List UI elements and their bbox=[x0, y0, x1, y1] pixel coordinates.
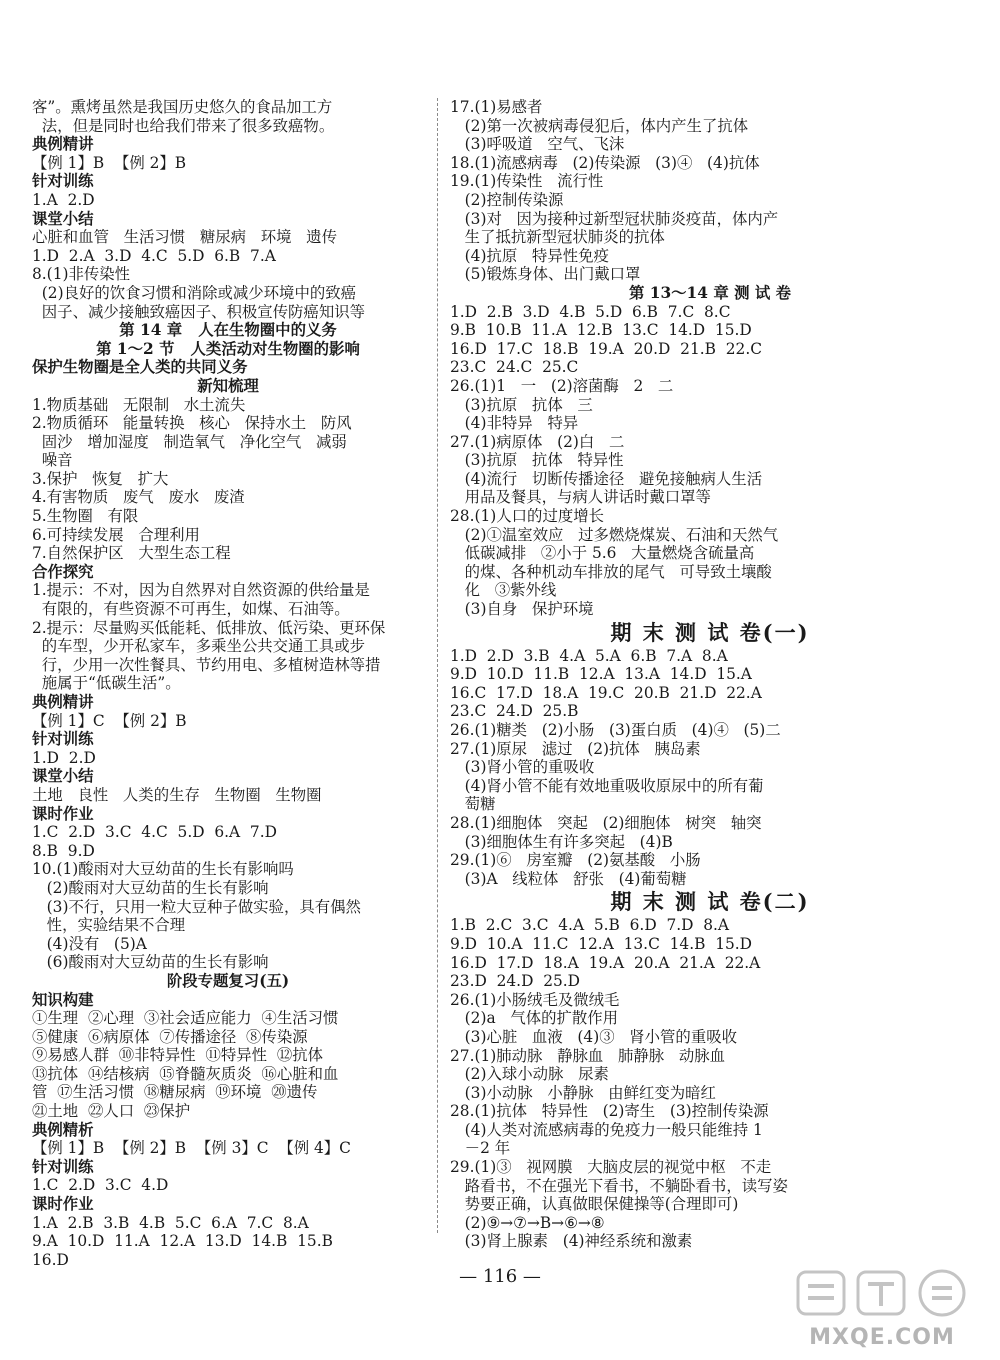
right-answer-line-32: 16.C 17.D 18.A 19.C 20.B 21.D 22.A bbox=[450, 683, 762, 702]
left-column bbox=[32, 98, 424, 1269]
left-answer-line-47: (6)酸雨对大豆幼苗的生长有影响 bbox=[32, 953, 269, 972]
right-answer-line-5: 19.(1)传染性 流行性 bbox=[450, 172, 604, 191]
left-section-heading-39: 课时作业 bbox=[32, 804, 94, 823]
right-answer-line-60: (2)⑨→⑦→B→⑥→⑧ bbox=[450, 1213, 605, 1232]
left-answer-line-43: (2)酸雨对大豆幼苗的生长有影响 bbox=[32, 878, 269, 897]
left-answer-line-19: 固沙 增加湿度 制造氧气 净化空气 减弱 bbox=[32, 432, 347, 451]
right-section-heading-11: 第 13～14 章 测 试 卷 bbox=[629, 283, 791, 302]
left-answer-line-18: 2.物质循环 能量转换 核心 保持水土 防风 bbox=[32, 414, 352, 433]
right-answer-line-20: (3)抗原 抗体 特异性 bbox=[450, 451, 624, 470]
left-answer-line-40: 1.C 2.D 3.C 4.C 5.D 6.A 7.D bbox=[32, 823, 277, 842]
left-section-heading-13: 第 14 章 人在生物圈中的义务 bbox=[119, 321, 337, 340]
right-answer-line-25: 低碳减排 ②小于 5.6 大量燃烧含硫量高 bbox=[450, 544, 755, 563]
right-answer-line-56: －2 年 bbox=[450, 1139, 511, 1158]
right-answer-line-33: 23.C 24.D 25.B bbox=[450, 702, 579, 721]
left-answer-line-44: (3)不行，只用一粒大豆种子做实验，具有偶然 bbox=[32, 897, 361, 916]
right-answer-line-13: 9.B 10.B 11.A 12.B 13.C 14.D 15.D bbox=[450, 321, 752, 340]
left-section-heading-48: 阶段专题复习(五) bbox=[166, 971, 290, 990]
right-answer-line-38: 萄糖 bbox=[450, 795, 496, 814]
left-answer-line-45: 性，实验结果不合理 bbox=[32, 916, 186, 935]
right-answer-line-21: (4)流行 切断传播途径 避免接触病人生活 bbox=[450, 469, 763, 488]
left-section-heading-14: 第 1～2 节 人类活动对生物圈的影响 bbox=[96, 339, 360, 358]
right-answer-line-45: 9.D 10.A 11.C 12.A 13.C 14.B 15.D bbox=[450, 934, 753, 953]
right-answer-line-39: 28.(1)细胞体 突起 (2)细胞体 树突 轴突 bbox=[450, 813, 762, 832]
right-answer-line-48: 26.(1)小肠绒毛及微绒毛 bbox=[450, 990, 620, 1009]
left-answer-line-59: 1.C 2.D 3.C 4.D bbox=[32, 1176, 169, 1195]
left-answer-line-32: 施属于“低碳生活”。 bbox=[32, 674, 181, 693]
left-section-heading-7: 课堂小结 bbox=[32, 209, 94, 228]
right-answer-line-28: (3)自身 保护环境 bbox=[450, 600, 594, 619]
left-answer-line-63: 16.D bbox=[32, 1250, 69, 1269]
right-answer-line-17: (3)抗原 抗体 三 bbox=[450, 395, 593, 414]
right-answer-line-51: 27.(1)肺动脉 静脉血 肺静脉 动脉血 bbox=[450, 1046, 725, 1065]
right-answer-line-46: 16.D 17.D 18.A 19.A 20.A 21.A 22.A bbox=[450, 953, 761, 972]
left-answer-line-9: 1.D 2.A 3.D 4.C 5.D 6.B 7.A bbox=[32, 246, 276, 265]
left-section-heading-15: 保护生物圈是全人类的共同义务 bbox=[32, 358, 248, 377]
right-answer-line-2: (2)第一次被病毒侵犯后，体内产生了抗体 bbox=[450, 116, 749, 135]
right-answer-line-52: (2)入球小动脉 尿素 bbox=[450, 1065, 609, 1084]
right-answer-line-49: (2)a 气体的扩散作用 bbox=[450, 1009, 619, 1028]
left-answer-line-10: 8.(1)非传染性 bbox=[32, 265, 131, 284]
right-answer-line-1: 17.(1)易感者 bbox=[450, 98, 543, 116]
left-section-heading-33: 典例精讲 bbox=[32, 693, 94, 711]
right-answer-line-37: (4)肾小管不能有效地重吸收原尿中的所有葡 bbox=[450, 776, 764, 795]
left-section-heading-49: 知识构建 bbox=[32, 990, 94, 1009]
left-answer-line-23: 5.生物圈 有限 bbox=[32, 507, 139, 526]
left-answer-line-17: 1.物质基础 无限制 水土流失 bbox=[32, 395, 246, 414]
right-exam-title-43: 期 末 测 试 卷(二) bbox=[610, 889, 810, 915]
left-answer-line-31: 行，少用一次性餐具、节约用电、多植树造林等措 bbox=[32, 655, 381, 674]
left-answer-line-53: ⑬抗体 ⑭结核病 ⑮脊髓灰质炎 ⑯心脏和血 bbox=[32, 1064, 339, 1083]
left-answer-line-8: 心脏和血管 生活习惯 糖尿病 环境 遗传 bbox=[32, 228, 337, 247]
left-answer-line-25: 7.自然保护区 大型生态工程 bbox=[32, 544, 231, 563]
right-answer-line-16: 26.(1)1 一 (2)溶菌酶 2 二 bbox=[450, 376, 674, 395]
right-answer-line-4: 18.(1)流感病毒 (2)传染源 (3)④ (4)抗体 bbox=[450, 153, 760, 172]
left-answer-line-41: 8.B 9.D bbox=[32, 841, 95, 860]
right-answer-line-10: (5)锻炼身体、出门戴口罩 bbox=[450, 265, 641, 284]
right-answer-line-53: (3)小动脉 小静脉 由鲜红变为暗红 bbox=[450, 1083, 716, 1102]
left-answer-line-62: 9.A 10.D 11.A 12.A 13.D 14.B 15.B bbox=[32, 1232, 333, 1251]
right-answer-line-40: (3)细胞体生有许多突起 (4)B bbox=[450, 832, 673, 851]
left-answer-line-28: 有限的，有些资源不可再生，如煤、石油等。 bbox=[32, 600, 350, 619]
watermark bbox=[782, 1266, 982, 1350]
right-answer-line-19: 27.(1)病原体 (2)白 二 bbox=[450, 432, 625, 451]
right-answer-line-7: (3)对 因为接种过新型冠状肺炎疫苗，体内产 bbox=[450, 209, 779, 228]
left-section-heading-16: 新知梳理 bbox=[197, 376, 259, 395]
right-column bbox=[450, 98, 970, 1251]
right-answer-line-31: 9.D 10.D 11.B 12.A 13.A 14.D 15.A bbox=[450, 665, 752, 684]
left-answer-line-38: 土地 良性 人类的生存 生物圈 生物圈 bbox=[32, 785, 322, 804]
left-answer-line-20: 噪音 bbox=[32, 451, 73, 470]
left-section-heading-35: 针对训练 bbox=[32, 730, 94, 749]
right-answer-line-3: (3)呼吸道 空气、飞沫 bbox=[450, 135, 625, 154]
right-answer-line-35: 27.(1)原尿 滤过 (2)抗体 胰岛素 bbox=[450, 739, 701, 758]
right-answer-line-55: (4)人类对流感病毒的免疫力一般只能维持 1 bbox=[450, 1120, 763, 1139]
left-answer-line-22: 4.有害物质 废气 废水 废渣 bbox=[32, 488, 245, 507]
right-answer-line-50: (3)心脏 血液 (4)③ 肾小管的重吸收 bbox=[450, 1027, 737, 1046]
left-section-heading-58: 针对训练 bbox=[32, 1157, 94, 1176]
left-answer-line-24: 6.可持续发展 合理利用 bbox=[32, 525, 200, 544]
left-section-heading-56: 典例精析 bbox=[32, 1120, 94, 1139]
left-answer-line-54: 管 ⑰生活习惯 ⑱糖尿病 ⑲环境 ⑳遗传 bbox=[32, 1083, 318, 1102]
right-answer-line-41: 29.(1)⑥ 房室瓣 (2)氨基酸 小肠 bbox=[450, 851, 701, 870]
right-answer-line-9: (4)抗原 特异性免疫 bbox=[450, 246, 609, 265]
right-answer-line-22: 用品及餐具，与病人讲话时戴口罩等 bbox=[450, 488, 711, 507]
right-answer-line-47: 23.D 24.D 25.D bbox=[450, 972, 581, 991]
left-answer-line-4: 【例 1】B 【例 2】B bbox=[32, 153, 187, 172]
right-answer-line-34: 26.(1)糖类 (2)小肠 (3)蛋白质 (4)④ (5)二 bbox=[450, 721, 781, 739]
left-answer-line-57: 【例 1】B 【例 2】B 【例 3】C 【例 4】C bbox=[32, 1139, 351, 1158]
left-answer-line-55: ㉑土地 ㉒人口 ㉓保护 bbox=[32, 1102, 191, 1121]
left-answer-line-2: 法，但是同时也给我们带来了很多致癌物。 bbox=[32, 116, 335, 135]
right-answer-line-58: 路看书，不在强光下看书，不躺卧看书，读写姿 bbox=[450, 1176, 788, 1195]
right-answer-line-6: (2)控制传染源 bbox=[450, 190, 564, 209]
left-answer-line-30: 的车型，少开私家车，多乘坐公共交通工具或步 bbox=[32, 637, 365, 656]
right-answer-line-26: 的煤、各种机动车排放的尾气 可导致土壤酸 bbox=[450, 562, 772, 581]
left-answer-line-12: 因子、减少接触致癌因子、积极宣传防癌知识等 bbox=[32, 302, 365, 321]
page-number: — 116 — bbox=[459, 1266, 541, 1287]
right-exam-title-29: 期 末 测 试 卷(一) bbox=[610, 619, 810, 645]
left-answer-line-21: 3.保护 恢复 扩大 bbox=[32, 469, 169, 488]
left-answer-line-46: (4)没有 (5)A bbox=[32, 934, 147, 953]
left-section-heading-3: 典例精讲 bbox=[32, 135, 94, 154]
left-answer-line-1: 客”。熏烤虽然是我国历史悠久的食品加工方 bbox=[32, 98, 333, 116]
right-answer-line-61: (3)肾上腺素 (4)神经系统和激素 bbox=[450, 1232, 693, 1251]
left-answer-line-52: ⑨易感人群 ⑩非特异性 ⑪特异性 ⑫抗体 bbox=[32, 1046, 323, 1065]
left-answer-line-36: 1.D 2.D bbox=[32, 748, 96, 767]
watermark-logo-icon bbox=[792, 1266, 972, 1320]
right-answer-line-23: 28.(1)人口的过度增长 bbox=[450, 507, 605, 526]
right-answer-line-59: 势要正确，认真做眼保健操等(合理即可) bbox=[450, 1195, 739, 1214]
left-answer-line-34: 【例 1】C 【例 2】B bbox=[32, 711, 187, 730]
right-answer-line-12: 1.D 2.B 3.D 4.B 5.D 6.B 7.C 8.C bbox=[450, 302, 731, 321]
right-answer-line-57: 29.(1)③ 视网膜 大脑皮层的视觉中枢 不走 bbox=[450, 1158, 772, 1177]
left-answer-line-29: 2.提示：尽量购买低能耗、低排放、低污染、更环保 bbox=[32, 618, 386, 637]
right-answer-line-15: 23.C 24.C 25.C bbox=[450, 358, 579, 377]
left-answer-line-42: 10.(1)酸雨对大豆幼苗的生长有影响吗 bbox=[32, 860, 294, 879]
left-answer-line-27: 1.提示：不对，因为自然界对自然资源的供给量是 bbox=[32, 581, 370, 600]
left-answer-line-50: ①生理 ②心理 ③社会适应能力 ④生活习惯 bbox=[32, 1009, 339, 1028]
left-answer-line-11: (2)良好的饮食习惯和消除或减少环境中的致癌 bbox=[32, 283, 357, 302]
right-answer-line-24: (2)①温室效应 过多燃烧煤炭、石油和天然气 bbox=[450, 525, 779, 544]
right-answer-line-36: (3)肾小管的重吸收 bbox=[450, 758, 595, 777]
left-section-heading-60: 课时作业 bbox=[32, 1195, 94, 1214]
right-answer-line-18: (4)非特异 特异 bbox=[450, 414, 579, 433]
right-answer-line-14: 16.D 17.C 18.B 19.A 20.D 21.B 22.C bbox=[450, 339, 763, 358]
right-answer-line-27: 化 ③紫外线 bbox=[450, 581, 557, 600]
watermark-text: MXQE.COM bbox=[809, 1325, 955, 1350]
right-answer-line-42: (3)A 线粒体 舒张 (4)葡萄糖 bbox=[450, 869, 687, 888]
left-section-heading-37: 课堂小结 bbox=[32, 767, 94, 786]
right-answer-line-54: 28.(1)抗体 特异性 (2)寄生 (3)控制传染源 bbox=[450, 1102, 769, 1121]
column-divider bbox=[437, 98, 438, 1233]
left-answer-line-61: 1.A 2.B 3.B 4.B 5.C 6.A 7.C 8.A bbox=[32, 1213, 309, 1232]
left-section-heading-5: 针对训练 bbox=[32, 172, 94, 191]
right-answer-line-8: 生了抵抗新型冠状肺炎的抗体 bbox=[450, 228, 665, 247]
right-answer-line-44: 1.B 2.C 3.C 4.A 5.B 6.D 7.D 8.A bbox=[450, 916, 730, 935]
left-section-heading-26: 合作探究 bbox=[32, 562, 94, 581]
left-answer-line-6: 1.A 2.D bbox=[32, 190, 95, 209]
left-answer-line-51: ⑤健康 ⑥病原体 ⑦传播途径 ⑧传染源 bbox=[32, 1027, 308, 1046]
right-answer-line-30: 1.D 2.D 3.B 4.A 5.A 6.B 7.A 8.A bbox=[450, 646, 728, 665]
